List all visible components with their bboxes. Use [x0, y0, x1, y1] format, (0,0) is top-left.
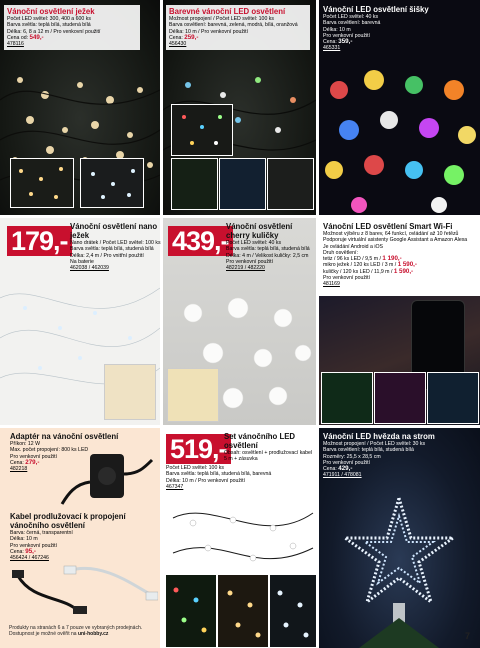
product-title: Vánoční osvětlení nano ježek: [70, 222, 158, 240]
spec-line: Pro venkovní použití: [323, 459, 371, 466]
spec-line: Na baterie: [70, 258, 94, 265]
product-info-jezek: [4, 5, 140, 50]
spec-line: Max. počet propojení: 800 ks LED: [10, 447, 89, 454]
product-info-star: [323, 432, 475, 479]
price-label: Cena:: [169, 34, 183, 41]
spec-line: Délka: 10 m / Pro venkovní použití: [169, 28, 249, 35]
spec-line: Počet LED světel: 100 ks: [166, 465, 224, 471]
spec-line: Pro venkovní použití: [323, 275, 371, 282]
spec-line: Pro venkovní použití: [10, 542, 58, 549]
price: 95,-: [25, 547, 36, 555]
inset-cherry-warm: [167, 368, 219, 422]
product-code[interactable]: 456430: [169, 41, 187, 48]
spec-line: Nano drátek / Počet LED světel: 100 ks: [70, 240, 161, 246]
product-info-set-side: [224, 432, 316, 463]
variant-line: kuličky / 120 ks LED / 11,9 m / 1 590,-: [323, 267, 414, 275]
price-label: Cena:: [323, 39, 337, 46]
product-code[interactable]: 478116: [7, 41, 24, 48]
spec-line: Barva světla: teplá bílá, studená bílá, barevná: [166, 471, 272, 478]
inset-smart-3: [427, 372, 479, 424]
product-title: Vánoční osvětlení ježek: [7, 7, 95, 16]
variant-line: tetiz / 96 ks LED / 9,5 m / 1 190,-: [323, 255, 402, 263]
adapter-image: [60, 452, 155, 507]
spec-line: Barva osvětlení: teplá bílá, studená bílá: [323, 447, 414, 454]
product-code[interactable]: 465331: [323, 45, 341, 52]
spec-line: Pro venkovní použití: [323, 32, 371, 39]
inset-nano-warm: [104, 364, 156, 420]
product-info-barevne: [166, 5, 310, 50]
spec-line: Počet LED světel: 300, 400 a 600 ks: [7, 16, 91, 22]
spec-line: Počet LED světel: 40 ks: [226, 240, 282, 246]
spec-line: Délka: 2,4 m / Pro vnitřní použití: [70, 252, 144, 259]
inset-white: [267, 158, 314, 210]
product-code[interactable]: 481169: [323, 281, 340, 288]
spec-line: Obsah: osvětlení + prodlužovací kabel: [224, 450, 313, 456]
spec-line: 5 m + zásuvka: [224, 456, 258, 463]
inset-smart-2: [374, 372, 426, 424]
spec-line: Příkon: 12 W: [10, 441, 40, 447]
price: 279,-: [25, 458, 40, 466]
product-info-cherry: [226, 222, 316, 271]
product-info-smart: [323, 222, 478, 288]
spec-line: Barva osvětlení: barevná: [323, 20, 381, 27]
product-code[interactable]: 456424 / 467246: [10, 555, 49, 562]
footer-site-link[interactable]: uni-hobby.cz: [77, 631, 109, 637]
spec-line: Barva světla: teplá bílá, studená bílá: [7, 22, 91, 29]
inset-warm: [10, 158, 74, 208]
spec-line: Barva: černá, transparentní: [10, 530, 73, 536]
product-title: Vánoční LED hvězda na strom: [323, 432, 435, 441]
spec-line: Možnost propojení / Počet LED světel: 100 ks: [169, 16, 274, 22]
spec-line: Délka: 10 m / Pro venkovní použití: [166, 477, 246, 484]
product-title: Barevné vánoční LED osvětlení: [169, 7, 286, 16]
inset-blue: [219, 158, 266, 210]
product-info-nano-jezek: [70, 222, 161, 272]
product-title: Kabel prodlužovací k propojení vánočního osvětlení: [10, 512, 126, 530]
inset-smart-1: [321, 372, 373, 424]
price-label: Cena:: [323, 466, 337, 473]
spec-line: Druh osvětlení:: [323, 249, 358, 256]
inset-set-color: [165, 574, 217, 648]
product-code[interactable]: 467347: [166, 483, 184, 490]
spec-line: Možnost propojení / Počet LED světel: 30 ks: [323, 441, 426, 447]
price: 549,-: [29, 33, 44, 41]
page-number: 7: [464, 631, 470, 641]
product-code[interactable]: 462038 / 462039: [70, 265, 109, 272]
product-info-kabel: [10, 512, 155, 561]
spec-line: Podporuje virtuální asistenty Google Assistant a Amazon Alexa: [323, 237, 468, 244]
big-price-tag: 519,-: [166, 434, 231, 464]
inset-cool: [80, 158, 144, 208]
cable-image: [8, 556, 158, 618]
price-label: Cena:: [10, 548, 24, 555]
product-title: Vánoční osvětlení cherry kuličky: [226, 222, 293, 240]
spec-line: Je ovládání Android a iOS: [323, 243, 383, 250]
variant-line: mikro ježek / 120 ks LED / 3 m / 1 590,-: [323, 261, 417, 269]
inset-set-warm: [217, 574, 269, 648]
price-label: Cena:: [10, 459, 24, 466]
inset-green: [171, 158, 218, 210]
footer-line-1: Produkty na stranách 6 a 7 pouze ve vybraných prodejnách.: [9, 625, 143, 631]
spec-line: Pro venkovní použití: [10, 453, 58, 460]
product-code[interactable]: 482219 / 482220: [226, 265, 265, 272]
spec-line: Délka: 6, 8 a 12 m / Pro venkovní použití: [7, 28, 101, 35]
spec-line: Délka: 10 m: [10, 536, 38, 543]
product-code[interactable]: 471911 / 478081: [323, 472, 362, 479]
spec-line: Barva světla: teplá bílá, studená bílá: [226, 246, 310, 253]
spec-line: Rozměry: 25,5 x 28,5 cm: [323, 453, 381, 460]
spec-line: Možnost výběru z 8 barev, 64 funkcí, ovládání až 10 řetězů: [323, 231, 459, 237]
big-price-tag: 439,-: [168, 226, 233, 256]
spec-line: Počet LED světel: 40 ks: [323, 14, 379, 20]
price: 429,-: [338, 465, 353, 473]
product-title: Adaptér na vánoční osvětlení: [10, 432, 119, 441]
price: 259,-: [184, 33, 199, 41]
price: 359,-: [338, 38, 353, 46]
product-info-sisky: [323, 5, 473, 52]
product-info-set: [166, 465, 314, 490]
spec-line: Délka: 10 m: [323, 26, 351, 33]
inset-multicolor: [171, 104, 233, 156]
product-title: Set vánočního LED osvětlení: [224, 432, 296, 450]
inset-set-cool: [269, 574, 316, 648]
spec-line: Barva osvětlení: barevná, zelená, modrá, bílá, oranžová: [169, 22, 298, 29]
footer-note: [9, 625, 142, 637]
product-title: Vánoční LED osvětlení Smart Wi-Fi: [323, 222, 453, 231]
product-code[interactable]: 482218: [10, 466, 28, 473]
spec-line: Barva světla: teplá bílá, studená bílá: [70, 246, 154, 253]
price-label: Cena od:: [7, 34, 29, 41]
product-title: Vánoční LED osvětlení šišky: [323, 5, 429, 14]
big-price-tag: 179,-: [7, 226, 72, 256]
spec-line: Délka: 4 m / Velikost kuličky: 2,5 cm: [226, 252, 309, 259]
footer-line-2: Dostupnost je možné ověřit na: [9, 631, 77, 637]
spec-line: Pro venkovní použití: [226, 258, 274, 265]
